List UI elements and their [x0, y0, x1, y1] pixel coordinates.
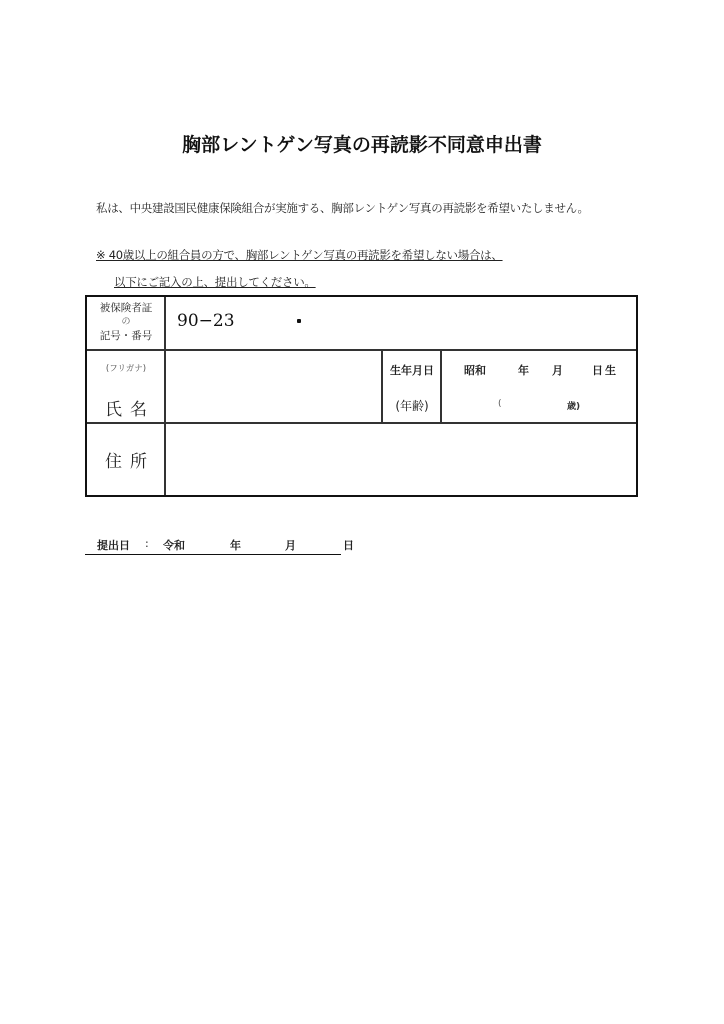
insured-card-label-line2: の — [121, 317, 131, 327]
insured-card-number-field[interactable]: 90−23 — [177, 311, 235, 331]
submission-date-colon: : — [145, 537, 149, 550]
insured-card-separator-dot — [297, 319, 301, 323]
submission-month-unit: 月 — [285, 539, 296, 552]
instruction-note-line2: 以下にご記入の上、提出してください。 — [114, 275, 316, 289]
submission-day-unit: 日 — [343, 539, 354, 552]
insured-card-label-line3: 記号・番号 — [99, 330, 153, 342]
name-label: 氏名 — [105, 400, 155, 420]
insured-card-label-line1: 被保険者証 — [99, 302, 153, 314]
age-unit: 歳) — [567, 402, 581, 412]
insured-card-label — [87, 301, 165, 343]
application-form-table — [85, 295, 638, 497]
address-field[interactable] — [166, 424, 635, 495]
instruction-note-line1: ※ 40歳以上の組合員の方で、胸部レントゲン写真の再読影を希望しない場合は、 — [96, 248, 503, 262]
submission-year-unit: 年 — [230, 539, 241, 552]
address-label: 住所 — [105, 452, 155, 472]
birth-era: 昭和 — [464, 364, 486, 377]
document-title: 胸部レントゲン写真の再読影不同意申出書 — [182, 134, 542, 156]
name-field[interactable] — [166, 350, 380, 421]
age-open-paren: ( — [498, 399, 502, 409]
birth-day-suffix: 日生 — [592, 364, 618, 377]
birth-date-label: 生年月日 — [390, 364, 434, 377]
submission-date-label: 提出日 — [97, 539, 130, 552]
age-label: (年齢) — [395, 399, 429, 413]
furigana-label: (フリガナ) — [105, 364, 147, 374]
submission-date-line — [85, 536, 354, 555]
birth-year-unit: 年 — [518, 364, 529, 377]
submission-era: 令和 — [163, 539, 185, 552]
birth-month-unit: 月 — [552, 364, 563, 377]
non-consent-statement: 私は、中央建設国民健康保険組合が実施する、胸部レントゲン写真の再読影を希望いたしません。 — [96, 201, 589, 215]
